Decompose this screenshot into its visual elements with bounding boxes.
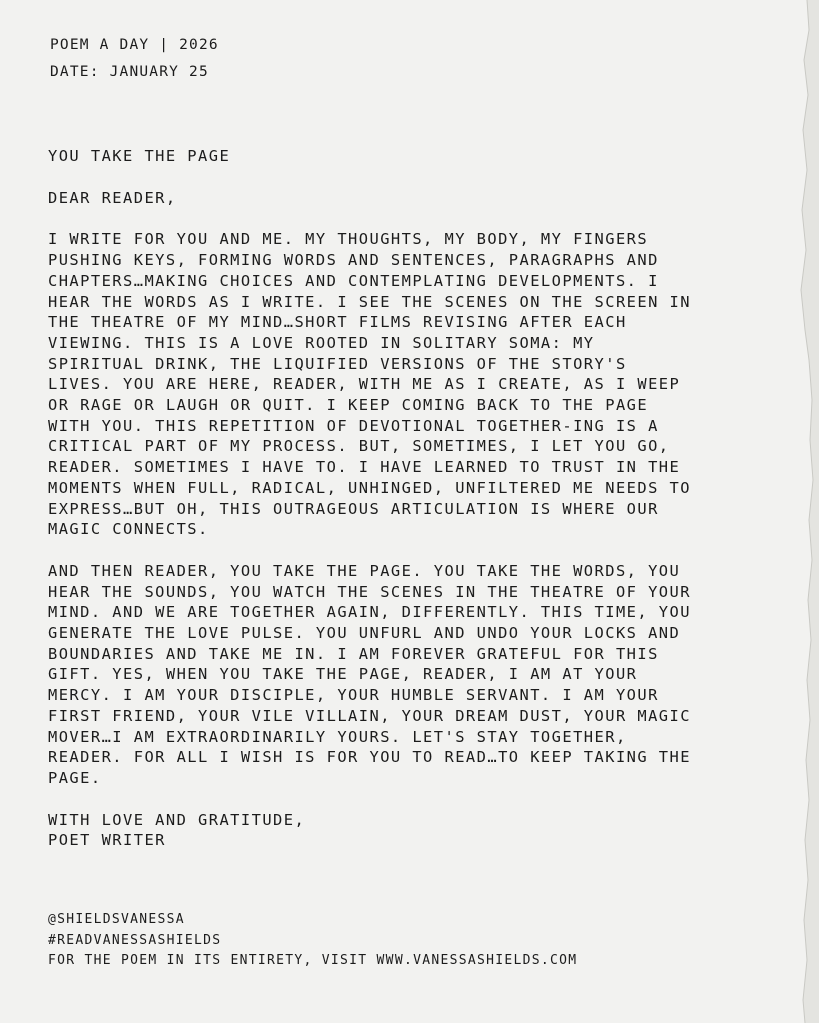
- paragraph-1: [48, 229, 773, 540]
- text-line: CHAPTERS…MAKING CHOICES AND CONTEMPLATING DEVELOPMENTS. I: [48, 271, 659, 290]
- text-line: FIRST FRIEND, YOUR VILE VILLAIN, YOUR DREAM DUST, YOUR MAGIC: [48, 706, 691, 725]
- visit-website-note: FOR THE POEM IN ITS ENTIRETY, VISIT WWW.VANESSASHIELDS.COM: [48, 953, 578, 968]
- social-handle: @SHIELDSVANESSA: [48, 912, 185, 927]
- text-line: THE THEATRE OF MY MIND…SHORT FILMS REVISING AFTER EACH: [48, 313, 627, 332]
- paragraph-2: [48, 561, 773, 789]
- text-line: PAGE.: [48, 768, 102, 787]
- text-line: OR RAGE OR LAUGH OR QUIT. I KEEP COMING BACK TO THE PAGE: [48, 396, 649, 415]
- text-line: MIND. AND WE ARE TOGETHER AGAIN, DIFFERENTLY. THIS TIME, YOU: [48, 603, 691, 622]
- text-line: MOVER…I AM EXTRAORDINARILY YOURS. LET'S STAY TOGETHER,: [48, 727, 627, 746]
- text-line: GENERATE THE LOVE PULSE. YOU UNFURL AND UNDO YOUR LOCKS AND: [48, 624, 681, 643]
- signature: POET WRITER: [48, 831, 166, 850]
- series-title: POEM A DAY | 2026: [50, 37, 219, 53]
- text-line: LIVES. YOU ARE HERE, READER, WITH ME AS I CREATE, AS I WEEP: [48, 375, 681, 394]
- page-footer: [48, 910, 577, 972]
- poem-body: [48, 146, 773, 851]
- poem-title: YOU TAKE THE PAGE: [48, 147, 231, 165]
- closing-line: WITH LOVE AND GRATITUDE,: [48, 810, 306, 829]
- text-line: GIFT. YES, WHEN YOU TAKE THE PAGE, READER, I AM AT YOUR: [48, 665, 638, 684]
- poem-date: DATE: JANUARY 25: [50, 64, 209, 80]
- text-line: CRITICAL PART OF MY PROCESS. BUT, SOMETIMES, I LET YOU GO,: [48, 437, 670, 456]
- text-line: BOUNDARIES AND TAKE ME IN. I AM FOREVER GRATEFUL FOR THIS: [48, 644, 659, 663]
- signoff: [48, 810, 773, 851]
- text-line: WITH YOU. THIS REPETITION OF DEVOTIONAL TOGETHER-ING IS A: [48, 416, 659, 435]
- text-line: I WRITE FOR YOU AND ME. MY THOUGHTS, MY BODY, MY FINGERS: [48, 230, 649, 249]
- text-line: MOMENTS WHEN FULL, RADICAL, UNHINGED, UNFILTERED ME NEEDS TO: [48, 478, 691, 497]
- text-line: MAGIC CONNECTS.: [48, 520, 209, 539]
- text-line: READER. SOMETIMES I HAVE TO. I HAVE LEARNED TO TRUST IN THE: [48, 458, 681, 477]
- text-line: SPIRITUAL DRINK, THE LIQUIFIED VERSIONS OF THE STORY'S: [48, 354, 627, 373]
- text-line: PUSHING KEYS, FORMING WORDS AND SENTENCES, PARAGRAPHS AND: [48, 251, 659, 270]
- page-header: [50, 32, 219, 86]
- text-line: EXPRESS…BUT OH, THIS OUTRAGEOUS ARTICULATION IS WHERE OUR: [48, 499, 659, 518]
- hashtag: #READVANESSASHIELDS: [48, 932, 222, 948]
- text-line: MERCY. I AM YOUR DISCIPLE, YOUR HUMBLE SERVANT. I AM YOUR: [48, 686, 659, 705]
- text-line: VIEWING. THIS IS A LOVE ROOTED IN SOLITARY SOMA: MY: [48, 333, 595, 352]
- text-line: HEAR THE WORDS AS I WRITE. I SEE THE SCENES ON THE SCREEN IN: [48, 292, 691, 311]
- text-line: READER. FOR ALL I WISH IS FOR YOU TO READ…TO KEEP TAKING THE: [48, 748, 691, 767]
- salutation: DEAR READER,: [48, 188, 177, 207]
- text-line: HEAR THE SOUNDS, YOU WATCH THE SCENES IN THE THEATRE OF YOUR: [48, 582, 691, 601]
- text-line: AND THEN READER, YOU TAKE THE PAGE. YOU TAKE THE WORDS, YOU: [48, 561, 681, 580]
